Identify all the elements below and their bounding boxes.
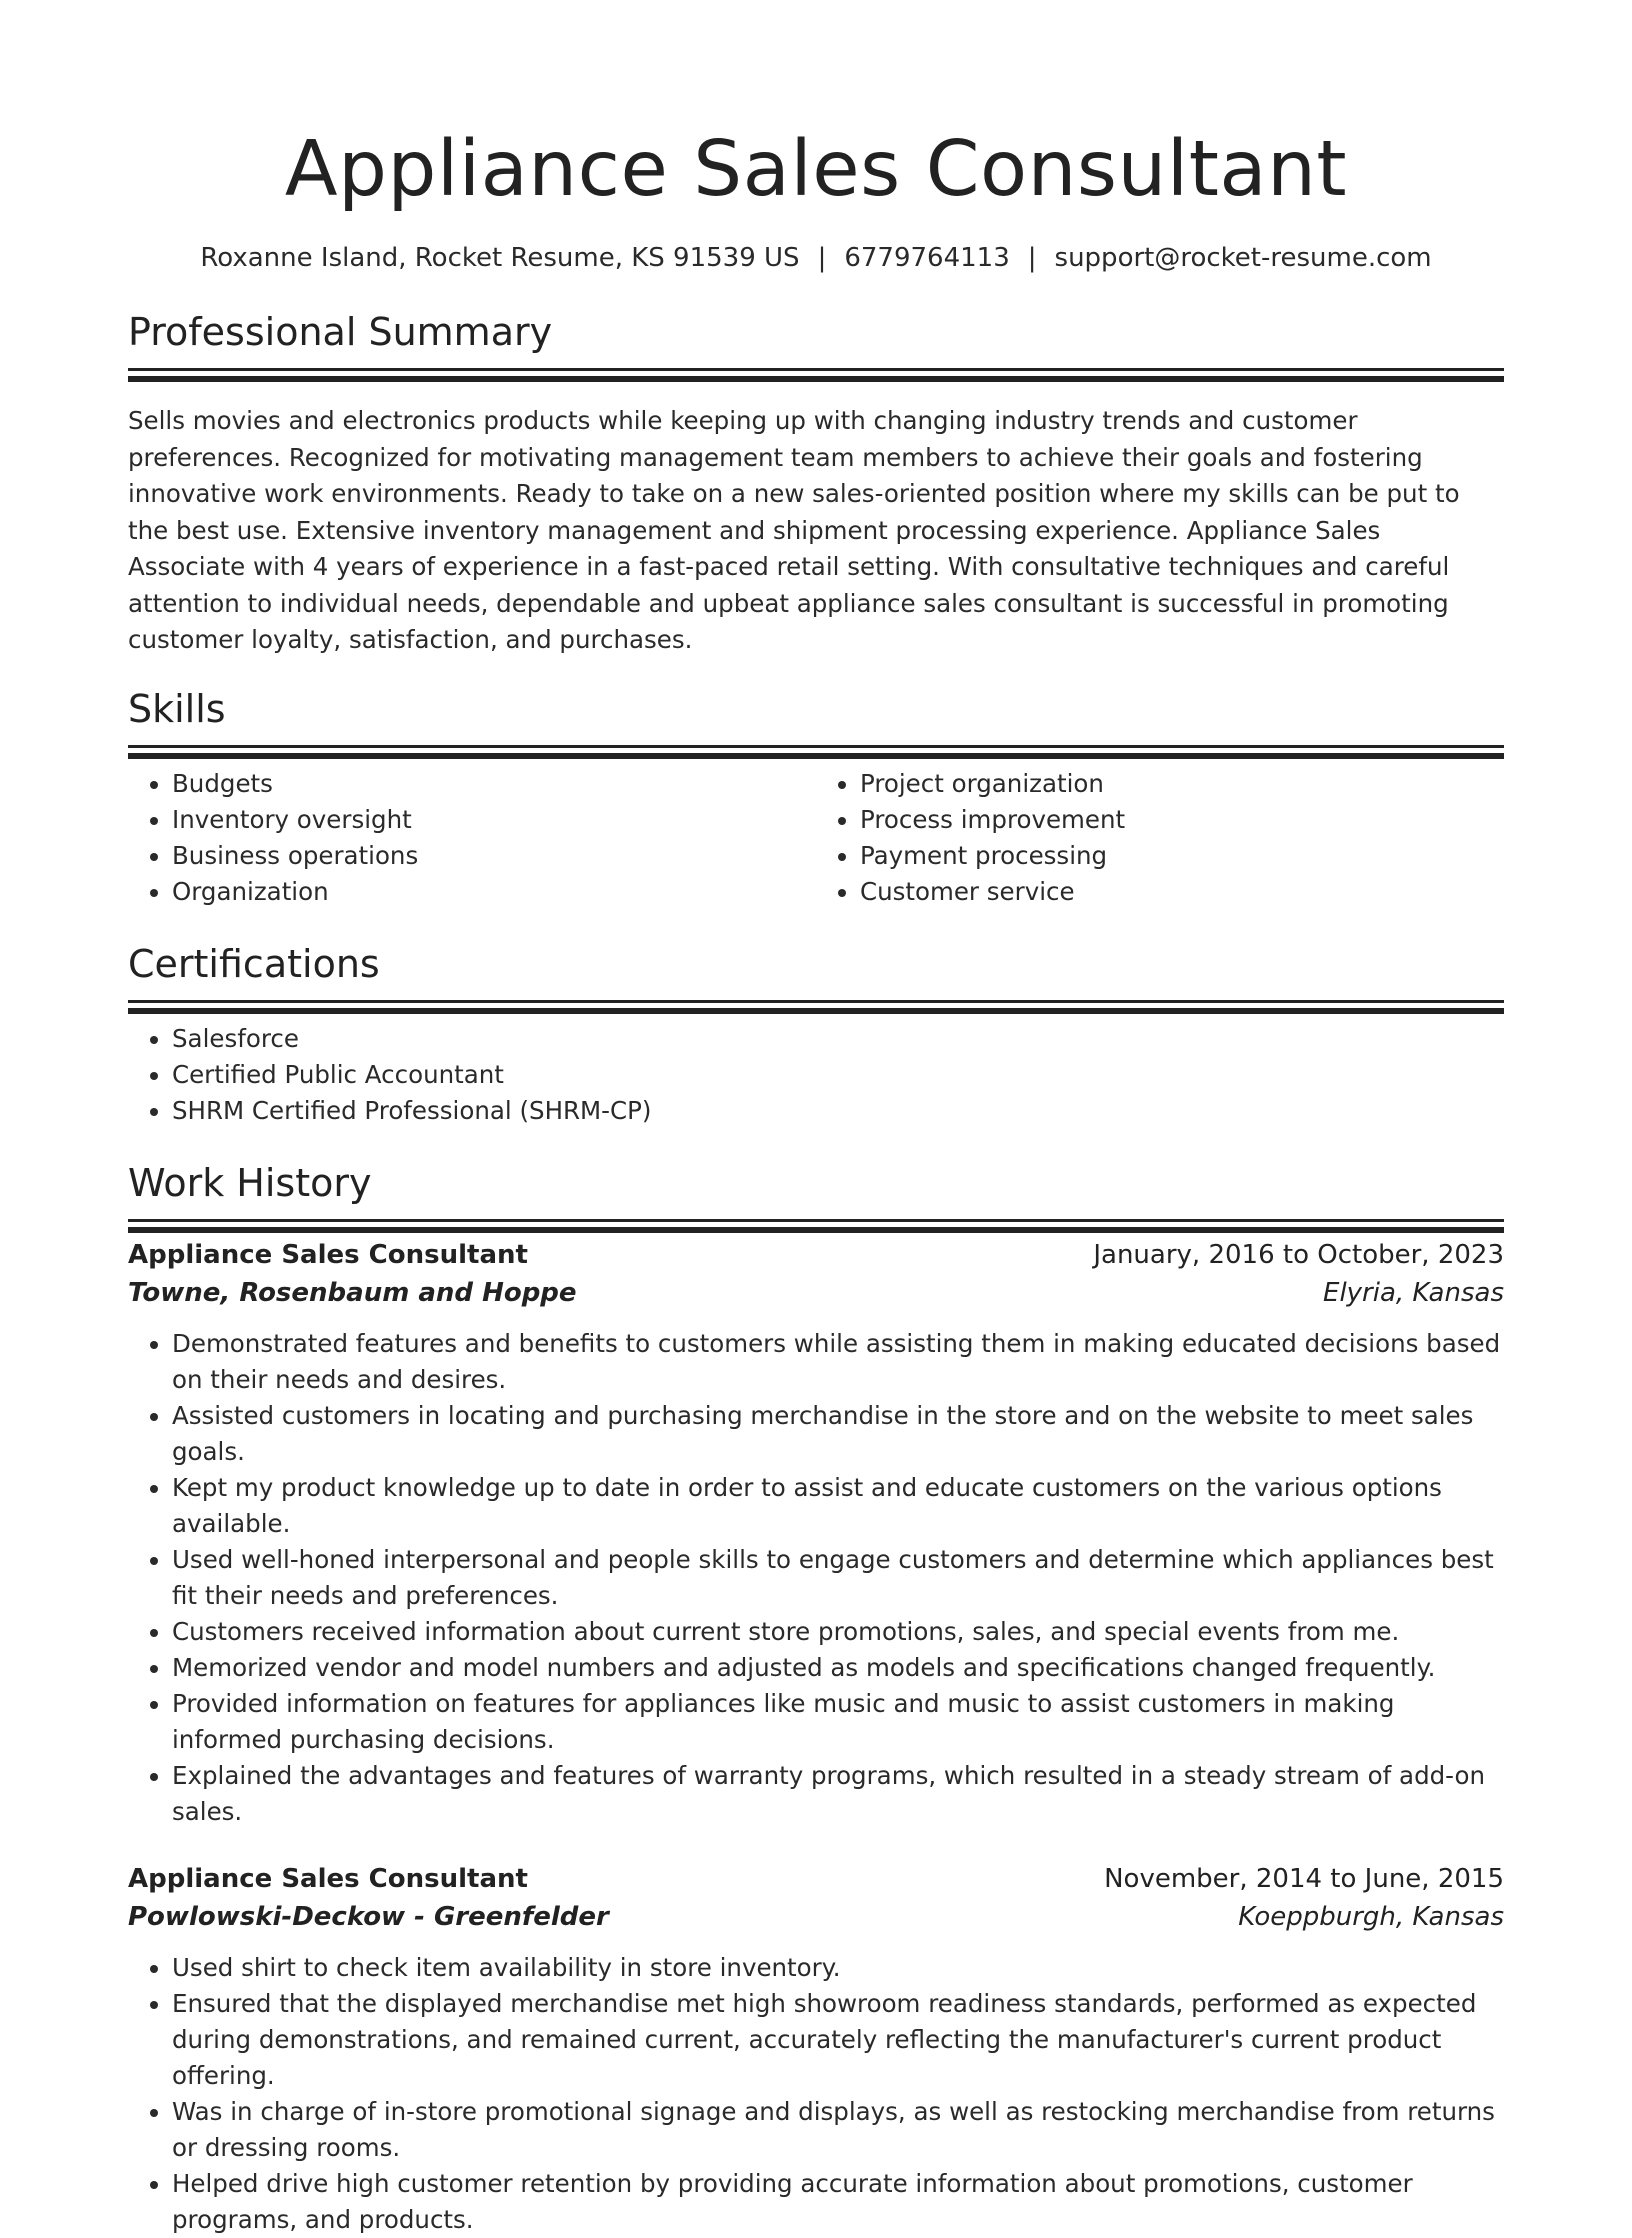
- job-bullet: • Kept my product knowledge up to date in order to assist and educate customers on the various options available.: [172, 1470, 1504, 1542]
- skills-columns: [128, 766, 1504, 910]
- skill-item: • Customer service: [860, 874, 1504, 910]
- job-bullet: • Memorized vendor and model numbers and adjusted as models and specifications changed frequently.: [172, 1650, 1504, 1686]
- skill-item: • Project organization: [860, 766, 1504, 802]
- job-header-row: [128, 1236, 1504, 1274]
- job-company: Powlowski-Deckow - Greenfelder: [128, 1901, 609, 1932]
- job-title: Appliance Sales Consultant: [128, 1239, 528, 1270]
- skill-item: • Inventory oversight: [172, 802, 816, 838]
- skills-section: [128, 685, 1504, 910]
- summary-section: [128, 308, 1504, 659]
- skill-item: • Organization: [172, 874, 816, 910]
- job-location: Koeppburgh, Kansas: [1238, 1901, 1504, 1932]
- section-divider: [128, 368, 1504, 371]
- job-bullet: • Provided information on features for appliances like music and music to assist customers in making informed purchasing decisions.: [172, 1686, 1504, 1758]
- job-dates: November, 2014 to June, 2015: [1104, 1863, 1504, 1894]
- contact-phone: 6779764113: [844, 243, 1010, 273]
- certification-item: • Salesforce: [172, 1021, 1504, 1057]
- section-divider: [128, 1000, 1504, 1003]
- job-bullet-list: [128, 1950, 1504, 2238]
- skills-list-right: [816, 766, 1504, 910]
- job-subheader-row: [128, 1898, 1504, 1936]
- certification-item: • SHRM Certified Professional (SHRM-CP): [172, 1093, 1504, 1129]
- job-entry: [128, 1236, 1504, 1830]
- skill-item: • Budgets: [172, 766, 816, 802]
- job-bullet-list: [128, 1326, 1504, 1830]
- job-title: Appliance Sales Consultant: [128, 1863, 528, 1894]
- skill-item: • Process improvement: [860, 802, 1504, 838]
- section-title-summary: Professional Summary: [128, 310, 553, 354]
- contact-separator: |: [817, 243, 827, 273]
- section-title-skills: Skills: [128, 686, 226, 731]
- summary-text: Sells movies and electronics products while keeping up with changing industry trends and customer preferences. Recognized for motivating management team members to achieve their goals and fostering innovative work environments. Ready to take on a new sales-oriented position where my skills can be put to the best use. Extensive inventory management and shipment processing experience. Appliance Sales Associate with 4 years of experience in a fast-paced retail setting. With consultative techniques and careful attention to individual needs, dependable and upbeat appliance sales consultant is successful in promoting customer loyalty, satisfaction, and purchases.: [128, 406, 1460, 654]
- certifications-section: [128, 940, 1504, 1129]
- job-bullet: • Was in charge of in-store promotional signage and displays, as well as restocking merchandise from returns or dressing rooms.: [172, 2094, 1504, 2166]
- job-bullet: • Customers received information about current store promotions, sales, and special events from me.: [172, 1614, 1504, 1650]
- job-bullet: • Explained the advantages and features of warranty programs, which resulted in a steady stream of add-on sales.: [172, 1758, 1504, 1830]
- job-company: Towne, Rosenbaum and Hoppe: [128, 1277, 577, 1308]
- skill-item: • Business operations: [172, 838, 816, 874]
- job-bullet: • Used well-honed interpersonal and people skills to engage customers and determine which appliances best fit their needs and preferences.: [172, 1542, 1504, 1614]
- contact-email: support@rocket-resume.com: [1054, 243, 1432, 273]
- resume-name: Appliance Sales Consultant: [284, 125, 1348, 214]
- certification-item: • Certified Public Accountant: [172, 1057, 1504, 1093]
- job-bullet: • Helped drive high customer retention by providing accurate information about promotions, customer programs, and products.: [172, 2166, 1504, 2238]
- section-divider: [128, 1219, 1504, 1222]
- job-header-row: [128, 1860, 1504, 1898]
- skill-item: • Payment processing: [860, 838, 1504, 874]
- section-title-certifications: Certifications: [128, 941, 380, 986]
- contact-separator: |: [1027, 243, 1037, 273]
- section-title-work-history: Work History: [128, 1160, 372, 1205]
- work-history-section: [128, 1159, 1504, 2238]
- job-bullet: • Ensured that the displayed merchandise met high showroom readiness standards, performed as expected during demonstrations, and remained current, accurately reflecting the manufacturer's current product offering.: [172, 1986, 1504, 2094]
- skills-list-left: [128, 766, 816, 910]
- contact-line: [128, 242, 1504, 274]
- job-location: Elyria, Kansas: [1323, 1277, 1504, 1308]
- job-dates: January, 2016 to October, 2023: [1093, 1239, 1504, 1270]
- certifications-list: [128, 1021, 1504, 1129]
- job-subheader-row: [128, 1274, 1504, 1312]
- job-entry: [128, 1860, 1504, 2238]
- job-bullet: • Assisted customers in locating and purchasing merchandise in the store and on the website to meet sales goals.: [172, 1398, 1504, 1470]
- job-bullet: • Used shirt to check item availability in store inventory.: [172, 1950, 1504, 1986]
- job-bullet: • Demonstrated features and benefits to customers while assisting them in making educated decisions based on their needs and desires.: [172, 1326, 1504, 1398]
- contact-address: Roxanne Island, Rocket Resume, KS 91539 US: [200, 243, 800, 273]
- section-divider: [128, 745, 1504, 748]
